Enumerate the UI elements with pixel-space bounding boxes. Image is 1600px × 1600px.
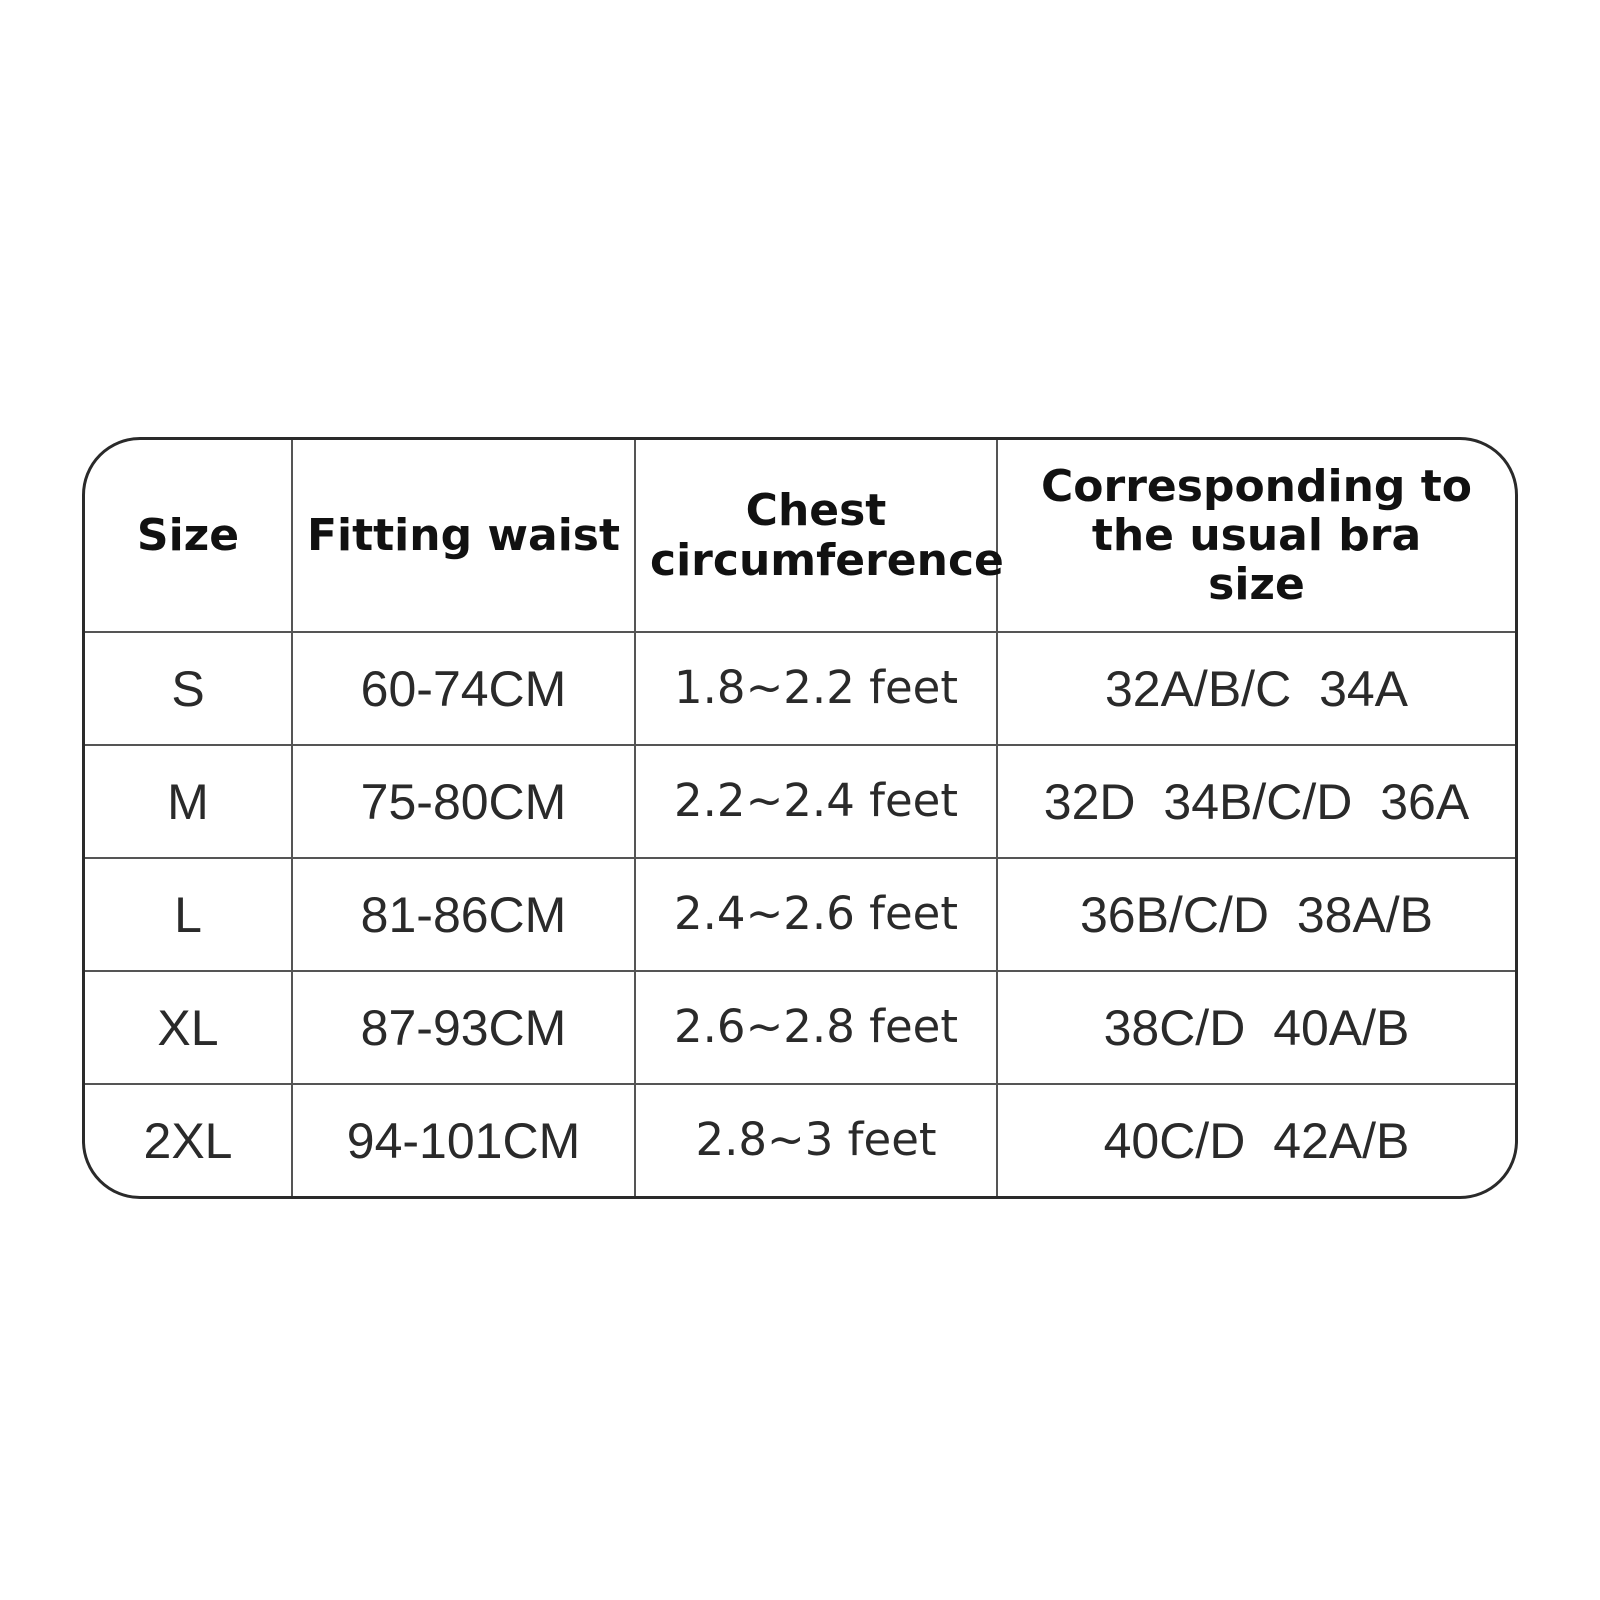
cell-waist: 81-86CM — [292, 858, 635, 971]
size-chart — [82, 437, 1518, 1199]
cell-size: L — [85, 858, 292, 971]
cell-bra: 32A/B/C 34A — [997, 632, 1515, 745]
cell-size: S — [85, 632, 292, 745]
table-row — [85, 971, 1515, 1084]
cell-size: XL — [85, 971, 292, 1084]
cell-waist: 60-74CM — [292, 632, 635, 745]
header-fitting-waist: Fitting waist — [292, 440, 635, 632]
header-row — [85, 440, 1515, 632]
table-row — [85, 858, 1515, 971]
cell-chest: 2.4~2.6 feet — [635, 858, 997, 971]
cell-waist: 94-101CM — [292, 1084, 635, 1197]
cell-bra: 32D 34B/C/D 36A — [997, 745, 1515, 858]
cell-chest: 2.2~2.4 feet — [635, 745, 997, 858]
cell-waist: 87-93CM — [292, 971, 635, 1084]
cell-bra: 40C/D 42A/B — [997, 1084, 1515, 1197]
cell-chest: 1.8~2.2 feet — [635, 632, 997, 745]
cell-size: 2XL — [85, 1084, 292, 1197]
size-table — [85, 440, 1515, 1197]
cell-size: M — [85, 745, 292, 858]
header-size: Size — [85, 440, 292, 632]
cell-bra: 38C/D 40A/B — [997, 971, 1515, 1084]
table-row — [85, 1084, 1515, 1197]
header-chest-circumference: Chest circumference — [635, 440, 997, 632]
table-row — [85, 745, 1515, 858]
cell-chest: 2.6~2.8 feet — [635, 971, 997, 1084]
header-bra-size: Corresponding to the usual bra size — [997, 440, 1515, 632]
cell-waist: 75-80CM — [292, 745, 635, 858]
cell-chest: 2.8~3 feet — [635, 1084, 997, 1197]
cell-bra: 36B/C/D 38A/B — [997, 858, 1515, 971]
table-row — [85, 632, 1515, 745]
